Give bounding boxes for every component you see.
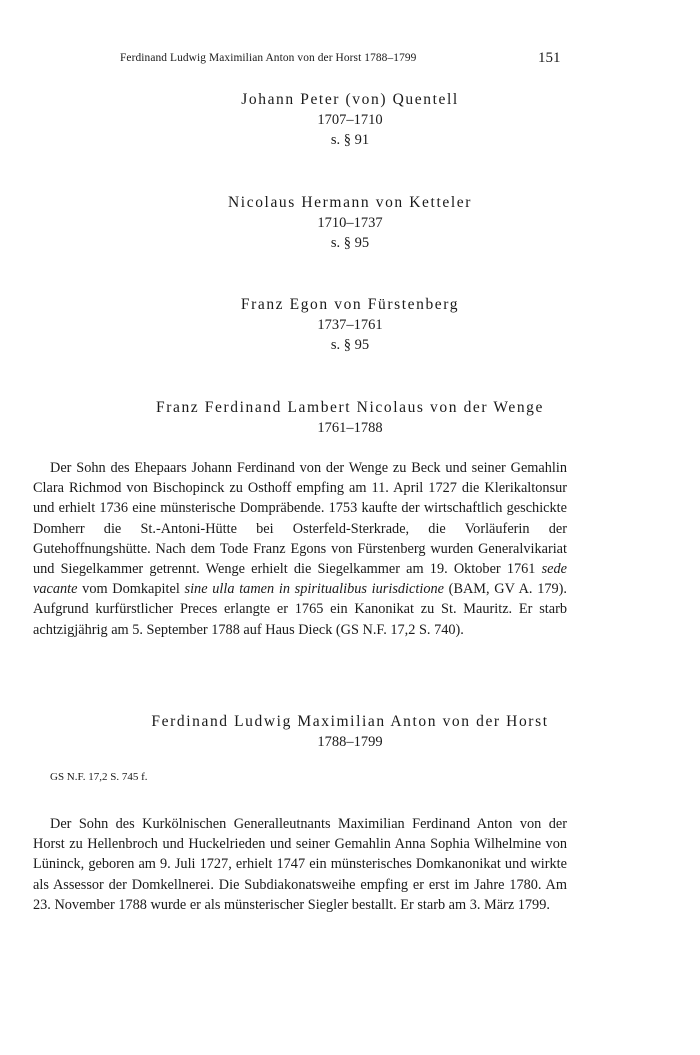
horst-biography [33, 814, 567, 915]
text-run: Der Sohn des Ehepaars Johann Ferdinand von der Wenge zu Beck und seiner Gemahlin Clara Richmod von Bischopinck zu Osthoff empfing am 11. April 1727 die Klerikaltonsur und erhielt 1736 eine münsterische Dompräbende. 1753 kaufte der wirtschaftlich geschickte Domherr die St.-Antoni-Hütte bei Osterfeld-Sterkrade, die Vorläuferin der Gutehoffnungshütte. Nach dem Tode Franz Egons von Fürstenberg wurden Generalvikariat und Siegelkammer getrennt. Wenge erhielt die Siegelkammer am 19. Oktober 1761 [33, 460, 567, 578]
entry-years: 1737–1761 [317, 317, 383, 333]
entry-years: 1710–1737 [317, 215, 383, 231]
entry-reference: s. § 95 [330, 337, 370, 353]
text-run: (BAM, GV A. 179). Aufgrund kurfürstlicher Preces erlangte er 1765 ein Kanonikat zu St. Mauritz. Er starb achtzigjährig am 5. September 1788 auf Haus Dieck (GS N.F. 17,2 S. 740). [33, 581, 567, 638]
running-head: Ferdinand Ludwig Maximilian Anton von der Horst 1788–1799 [120, 52, 417, 64]
entry-years: 1788–1799 [317, 734, 383, 750]
entry-name: Johann Peter (von) Quentell [241, 91, 459, 108]
italic-term: sede vacante [33, 561, 567, 598]
wenge-paragraph [33, 458, 567, 640]
source-reference: GS N.F. 17,2 S. 745 f. [50, 771, 148, 783]
entry-name: Franz Egon von Fürstenberg [240, 296, 460, 313]
entry-wenge [0, 398, 700, 438]
entry-years: 1761–1788 [317, 420, 383, 436]
italic-quote: sine ulla tamen in spiritualibus iurisdictione [184, 581, 444, 598]
entry-quentell [0, 90, 700, 150]
entry-name: Nicolaus Hermann von Ketteler [228, 194, 472, 211]
entry-reference: s. § 91 [330, 132, 370, 148]
entry-reference: s. § 95 [330, 235, 370, 251]
page-number: 151 [538, 50, 561, 66]
entry-name: Ferdinand Ludwig Maximilian Anton von der Horst [151, 713, 549, 730]
entry-horst [0, 712, 700, 752]
entry-years: 1707–1710 [317, 112, 383, 128]
entry-name: Franz Ferdinand Lambert Nicolaus von der Wenge [156, 399, 544, 416]
wenge-biography [33, 458, 567, 640]
entry-fuerstenberg [0, 295, 700, 355]
text-run: vom Domkapitel [77, 581, 185, 598]
horst-paragraph: Der Sohn des Kurkölnischen Generalleutnants Maximilian Ferdinand Anton von der Horst zu Hellenbroch und Huckelrieden und seiner Gemahlin Anna Sophia Wilhelmine von Lüninck, geboren am 9. Juli 1727, erhielt 1747 ein münsterisches Domkanonikat und wirkte als Assessor der Domkellnerei. Die Subdiakonatsweihe empfing er erst im Jahre 1780. Am 23. November 1788 wurde er als münsterischer Siegler bestallt. Er starb am 3. März 1799. [33, 816, 567, 913]
entry-ketteler [0, 193, 700, 253]
